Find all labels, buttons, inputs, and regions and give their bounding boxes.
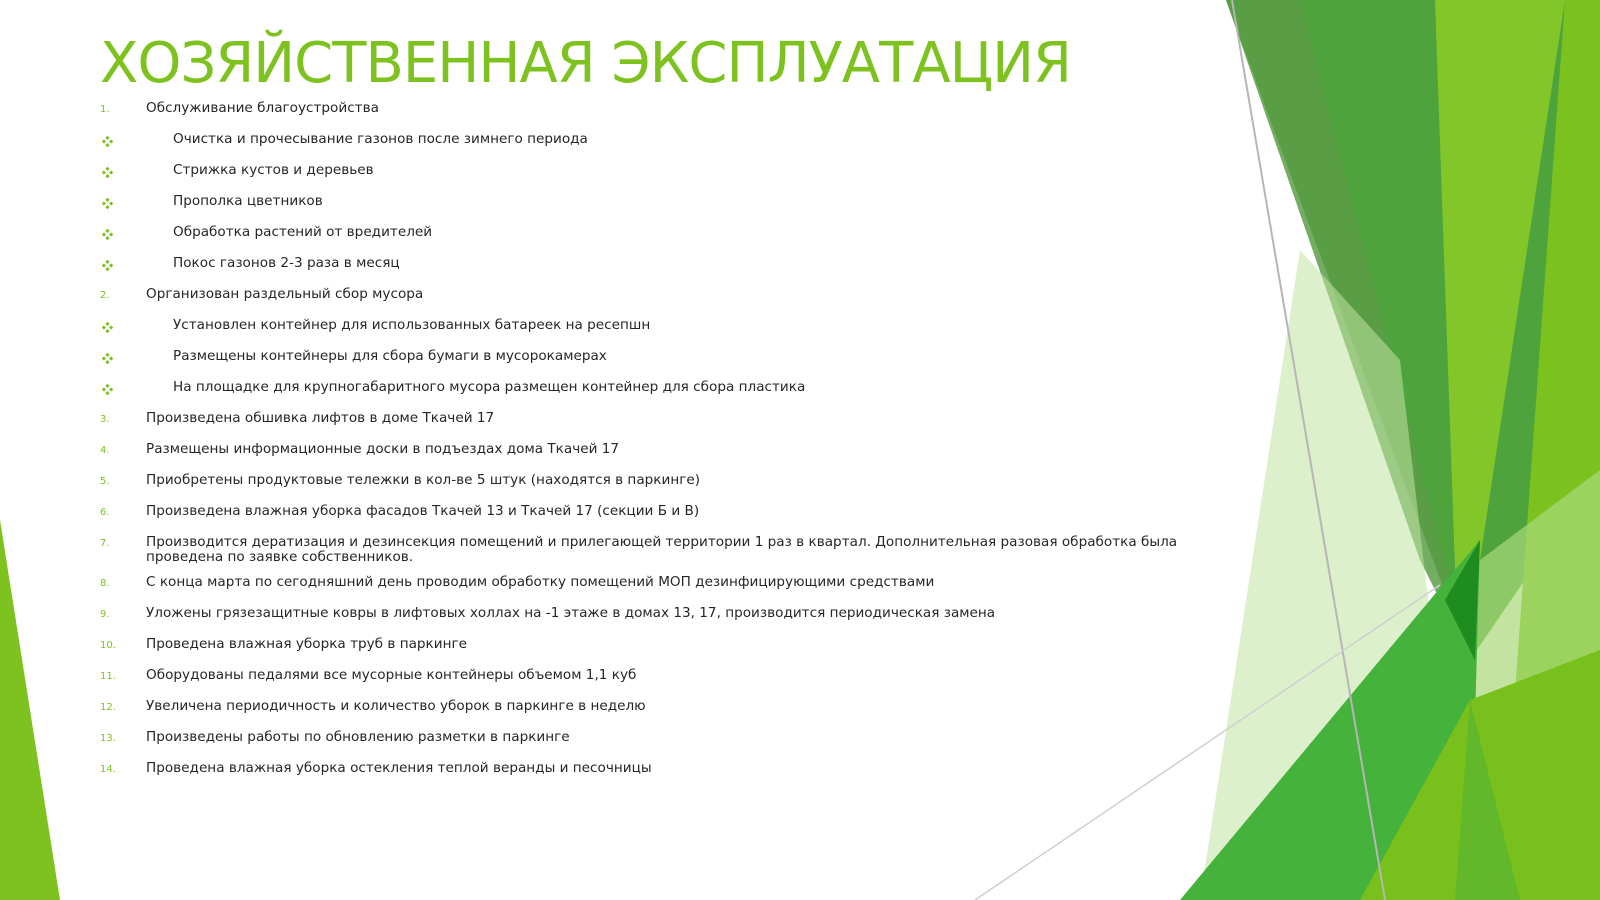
item-text: Произведены работы по обновлению разметки в паркинге	[146, 729, 570, 745]
list-item	[100, 194, 1180, 212]
item-number: 1.	[100, 104, 110, 115]
item-number: 13.	[100, 733, 116, 744]
list-item	[100, 318, 1180, 336]
diamond-bullet-icon	[102, 353, 113, 364]
list-item	[100, 380, 1180, 398]
diamond-bullet-icon	[102, 136, 113, 147]
list-item	[100, 575, 1180, 593]
list-item	[100, 668, 1180, 686]
list-item	[100, 256, 1180, 274]
list-item	[100, 349, 1180, 367]
list-item	[100, 442, 1180, 460]
item-text: Размещены информационные доски в подъездах дома Ткачей 17	[146, 441, 620, 457]
item-text: Установлен контейнер для использованных батареек на ресепшн	[173, 317, 651, 333]
item-text: Оборудованы педалями все мусорные контейнеры объемом 1,1 куб	[146, 667, 637, 683]
item-number: 11.	[100, 671, 116, 682]
item-text: С конца марта по сегодняшний день проводим обработку помещений МОП дезинфицирующими средствами	[146, 574, 935, 590]
item-text: Произведена обшивка лифтов в доме Ткачей 17	[146, 410, 495, 426]
list-item	[100, 132, 1180, 150]
item-text: Производится дератизация и дезинсекция помещений и прилегающей территории 1 раз в квартал. Дополнительная разовая обработка была проведена по заявке собственников.	[146, 534, 1178, 565]
item-number: 4.	[100, 445, 110, 456]
list-item	[100, 163, 1180, 181]
list-item	[100, 411, 1180, 429]
item-text: Уложены грязезащитные ковры в лифтовых холлах на -1 этаже в домах 13, 17, производится периодическая замена	[146, 605, 996, 621]
list-item	[100, 225, 1180, 243]
list-item	[100, 761, 1180, 779]
item-text: Покос газонов 2-3 раза в месяц	[173, 255, 400, 271]
list-item	[100, 699, 1180, 717]
item-text: Очистка и прочесывание газонов после зимнего периода	[173, 131, 588, 147]
item-number: 9.	[100, 609, 110, 620]
diamond-bullet-icon	[102, 198, 113, 209]
left-green-shape	[0, 520, 60, 900]
list-item	[100, 730, 1180, 748]
item-text: Организован раздельный сбор мусора	[146, 286, 424, 302]
diamond-bullet-icon	[102, 229, 113, 240]
content-list	[100, 101, 1180, 792]
item-number: 2.	[100, 290, 110, 301]
item-number: 10.	[100, 640, 116, 651]
item-text: Прополка цветников	[173, 193, 323, 209]
list-item	[100, 606, 1180, 624]
item-number: 6.	[100, 507, 110, 518]
list-item	[100, 287, 1180, 305]
item-text: На площадке для крупногабаритного мусора размещен контейнер для сбора пластика	[173, 379, 806, 395]
item-text: Обслуживание благоустройства	[146, 100, 379, 116]
diamond-bullet-icon	[102, 167, 113, 178]
item-text: Произведена влажная уборка фасадов Ткачей 13 и Ткачей 17 (секции Б и В)	[146, 503, 700, 519]
item-number: 7.	[100, 538, 110, 549]
item-number: 5.	[100, 476, 110, 487]
item-text: Размещены контейнеры для сбора бумаги в мусорокамерах	[173, 348, 607, 364]
item-text: Приобретены продуктовые тележки в кол-ве 5 штук (находятся в паркинге)	[146, 472, 701, 488]
list-item	[100, 504, 1180, 522]
item-number: 12.	[100, 702, 116, 713]
list-item	[100, 101, 1180, 119]
item-number: 8.	[100, 578, 110, 589]
item-text: Проведена влажная уборка остекления теплой веранды и песочницы	[146, 760, 652, 776]
page-title: ХОЗЯЙСТВЕННАЯ ЭКСПЛУАТАЦИЯ	[100, 31, 1071, 96]
list-item	[100, 637, 1180, 655]
list-item	[100, 473, 1180, 491]
item-text: Стрижка кустов и деревьев	[173, 162, 374, 178]
item-text: Увеличена периодичность и количество уборок в паркинге в неделю	[146, 698, 646, 714]
item-number: 14.	[100, 764, 116, 775]
item-text: Проведена влажная уборка труб в паркинге	[146, 636, 467, 652]
diamond-bullet-icon	[102, 322, 113, 333]
diamond-bullet-icon	[102, 384, 113, 395]
list-item	[100, 535, 1180, 565]
item-number: 3.	[100, 414, 110, 425]
diamond-bullet-icon	[102, 260, 113, 271]
item-text: Обработка растений от вредителей	[173, 224, 433, 240]
